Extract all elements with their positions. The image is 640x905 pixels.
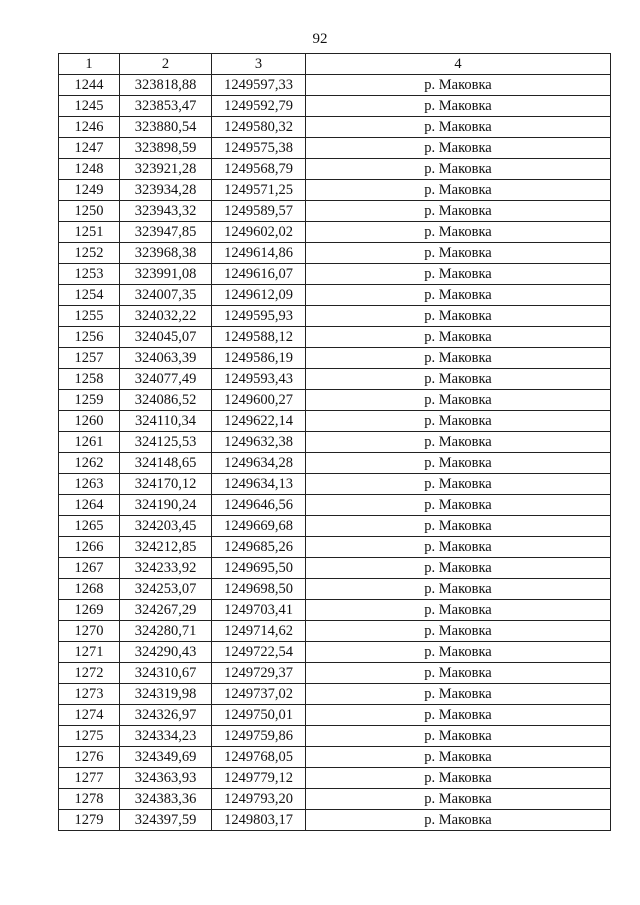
x-coordinate-cell: 323898,59 (120, 138, 212, 159)
table-row (59, 726, 611, 747)
description-cell: р. Маковка (306, 201, 611, 222)
description-cell: р. Маковка (306, 348, 611, 369)
page-number: 92 (312, 31, 328, 47)
description-cell: р. Маковка (306, 579, 611, 600)
table-row (59, 411, 611, 432)
x-coordinate-cell: 324267,29 (120, 600, 212, 621)
x-coordinate-cell: 324280,71 (120, 621, 212, 642)
table-row (59, 285, 611, 306)
point-number-cell: 1245 (59, 96, 120, 117)
y-coordinate-cell: 1249575,38 (212, 138, 306, 159)
description-cell: р. Маковка (306, 159, 611, 180)
x-coordinate-cell: 324233,92 (120, 558, 212, 579)
x-coordinate-cell: 324170,12 (120, 474, 212, 495)
description-cell: р. Маковка (306, 432, 611, 453)
point-number-cell: 1273 (59, 684, 120, 705)
x-coordinate-cell: 324319,98 (120, 684, 212, 705)
description-cell: р. Маковка (306, 726, 611, 747)
description-cell: р. Маковка (306, 474, 611, 495)
x-coordinate-cell: 324349,69 (120, 747, 212, 768)
y-coordinate-cell: 1249634,13 (212, 474, 306, 495)
table-row (59, 663, 611, 684)
y-coordinate-cell: 1249588,12 (212, 327, 306, 348)
description-cell: р. Маковка (306, 810, 611, 831)
description-cell: р. Маковка (306, 369, 611, 390)
x-coordinate-cell: 324007,35 (120, 285, 212, 306)
table-row (59, 789, 611, 810)
point-number-cell: 1278 (59, 789, 120, 810)
table-row (59, 453, 611, 474)
description-cell: р. Маковка (306, 684, 611, 705)
description-cell: р. Маковка (306, 180, 611, 201)
table-row (59, 579, 611, 600)
x-coordinate-cell: 324383,36 (120, 789, 212, 810)
description-cell: р. Маковка (306, 243, 611, 264)
table-row (59, 390, 611, 411)
table-row (59, 621, 611, 642)
x-coordinate-cell: 323947,85 (120, 222, 212, 243)
y-coordinate-cell: 1249768,05 (212, 747, 306, 768)
table-row (59, 264, 611, 285)
table-row (59, 432, 611, 453)
table-row (59, 159, 611, 180)
table-row (59, 348, 611, 369)
point-number-cell: 1259 (59, 390, 120, 411)
x-coordinate-cell: 324125,53 (120, 432, 212, 453)
point-number-cell: 1254 (59, 285, 120, 306)
x-coordinate-cell: 324190,24 (120, 495, 212, 516)
description-cell: р. Маковка (306, 411, 611, 432)
x-coordinate-cell: 324363,93 (120, 768, 212, 789)
point-number-cell: 1251 (59, 222, 120, 243)
table-row (59, 768, 611, 789)
point-number-cell: 1268 (59, 579, 120, 600)
y-coordinate-cell: 1249722,54 (212, 642, 306, 663)
x-coordinate-cell: 324063,39 (120, 348, 212, 369)
column-header-4: 4 (306, 54, 611, 75)
y-coordinate-cell: 1249593,43 (212, 369, 306, 390)
description-cell: р. Маковка (306, 621, 611, 642)
table-row (59, 201, 611, 222)
x-coordinate-cell: 323943,32 (120, 201, 212, 222)
description-cell: р. Маковка (306, 96, 611, 117)
table-row (59, 810, 611, 831)
description-cell: р. Маковка (306, 495, 611, 516)
y-coordinate-cell: 1249568,79 (212, 159, 306, 180)
table-row (59, 684, 611, 705)
y-coordinate-cell: 1249586,19 (212, 348, 306, 369)
y-coordinate-cell: 1249622,14 (212, 411, 306, 432)
table-row (59, 306, 611, 327)
point-number-cell: 1263 (59, 474, 120, 495)
description-cell: р. Маковка (306, 789, 611, 810)
table-row (59, 558, 611, 579)
x-coordinate-cell: 323880,54 (120, 117, 212, 138)
point-number-cell: 1275 (59, 726, 120, 747)
point-number-cell: 1246 (59, 117, 120, 138)
x-coordinate-cell: 323934,28 (120, 180, 212, 201)
point-number-cell: 1262 (59, 453, 120, 474)
x-coordinate-cell: 324334,23 (120, 726, 212, 747)
x-coordinate-cell: 323921,28 (120, 159, 212, 180)
table-row (59, 642, 611, 663)
x-coordinate-cell: 323991,08 (120, 264, 212, 285)
x-coordinate-cell: 323968,38 (120, 243, 212, 264)
description-cell: р. Маковка (306, 138, 611, 159)
y-coordinate-cell: 1249632,38 (212, 432, 306, 453)
table-row (59, 537, 611, 558)
table-row (59, 705, 611, 726)
table-row (59, 180, 611, 201)
y-coordinate-cell: 1249698,50 (212, 579, 306, 600)
point-number-cell: 1271 (59, 642, 120, 663)
y-coordinate-cell: 1249589,57 (212, 201, 306, 222)
description-cell: р. Маковка (306, 747, 611, 768)
y-coordinate-cell: 1249614,86 (212, 243, 306, 264)
point-number-cell: 1272 (59, 663, 120, 684)
point-number-cell: 1264 (59, 495, 120, 516)
x-coordinate-cell: 324253,07 (120, 579, 212, 600)
description-cell: р. Маковка (306, 306, 611, 327)
point-number-cell: 1276 (59, 747, 120, 768)
x-coordinate-cell: 324326,97 (120, 705, 212, 726)
point-number-cell: 1249 (59, 180, 120, 201)
point-number-cell: 1255 (59, 306, 120, 327)
x-coordinate-cell: 324077,49 (120, 369, 212, 390)
x-coordinate-cell: 323853,47 (120, 96, 212, 117)
x-coordinate-cell: 324310,67 (120, 663, 212, 684)
point-number-cell: 1260 (59, 411, 120, 432)
description-cell: р. Маковка (306, 327, 611, 348)
y-coordinate-cell: 1249759,86 (212, 726, 306, 747)
table-row (59, 138, 611, 159)
x-coordinate-cell: 324148,65 (120, 453, 212, 474)
table-row (59, 75, 611, 96)
point-number-cell: 1248 (59, 159, 120, 180)
description-cell: р. Маковка (306, 537, 611, 558)
description-cell: р. Маковка (306, 642, 611, 663)
point-number-cell: 1274 (59, 705, 120, 726)
point-number-cell: 1252 (59, 243, 120, 264)
y-coordinate-cell: 1249737,02 (212, 684, 306, 705)
x-coordinate-cell: 324212,85 (120, 537, 212, 558)
y-coordinate-cell: 1249729,37 (212, 663, 306, 684)
description-cell: р. Маковка (306, 453, 611, 474)
description-cell: р. Маковка (306, 222, 611, 243)
point-number-cell: 1247 (59, 138, 120, 159)
y-coordinate-cell: 1249595,93 (212, 306, 306, 327)
description-cell: р. Маковка (306, 75, 611, 96)
y-coordinate-cell: 1249592,79 (212, 96, 306, 117)
table-row (59, 516, 611, 537)
y-coordinate-cell: 1249703,41 (212, 600, 306, 621)
description-cell: р. Маковка (306, 768, 611, 789)
y-coordinate-cell: 1249779,12 (212, 768, 306, 789)
table-row (59, 600, 611, 621)
table-row (59, 747, 611, 768)
y-coordinate-cell: 1249600,27 (212, 390, 306, 411)
y-coordinate-cell: 1249612,09 (212, 285, 306, 306)
column-header-1: 1 (59, 54, 120, 75)
description-cell: р. Маковка (306, 264, 611, 285)
y-coordinate-cell: 1249602,02 (212, 222, 306, 243)
description-cell: р. Маковка (306, 285, 611, 306)
x-coordinate-cell: 324397,59 (120, 810, 212, 831)
table-row (59, 474, 611, 495)
x-coordinate-cell: 324110,34 (120, 411, 212, 432)
column-header-2: 2 (120, 54, 212, 75)
table-row (59, 117, 611, 138)
table-row (59, 96, 611, 117)
point-number-cell: 1265 (59, 516, 120, 537)
point-number-cell: 1269 (59, 600, 120, 621)
table-body (59, 75, 611, 831)
point-number-cell: 1257 (59, 348, 120, 369)
point-number-cell: 1250 (59, 201, 120, 222)
table-row (59, 222, 611, 243)
y-coordinate-cell: 1249646,56 (212, 495, 306, 516)
x-coordinate-cell: 324290,43 (120, 642, 212, 663)
description-cell: р. Маковка (306, 117, 611, 138)
y-coordinate-cell: 1249634,28 (212, 453, 306, 474)
table-row (59, 369, 611, 390)
point-number-cell: 1256 (59, 327, 120, 348)
point-number-cell: 1277 (59, 768, 120, 789)
y-coordinate-cell: 1249685,26 (212, 537, 306, 558)
description-cell: р. Маковка (306, 558, 611, 579)
table-row (59, 243, 611, 264)
point-number-cell: 1270 (59, 621, 120, 642)
description-cell: р. Маковка (306, 705, 611, 726)
description-cell: р. Маковка (306, 663, 611, 684)
x-coordinate-cell: 324086,52 (120, 390, 212, 411)
column-header-3: 3 (212, 54, 306, 75)
description-cell: р. Маковка (306, 516, 611, 537)
x-coordinate-cell: 324045,07 (120, 327, 212, 348)
coordinates-table (58, 53, 611, 831)
point-number-cell: 1267 (59, 558, 120, 579)
y-coordinate-cell: 1249803,17 (212, 810, 306, 831)
table-row (59, 327, 611, 348)
x-coordinate-cell: 324032,22 (120, 306, 212, 327)
y-coordinate-cell: 1249597,33 (212, 75, 306, 96)
point-number-cell: 1258 (59, 369, 120, 390)
description-cell: р. Маковка (306, 600, 611, 621)
y-coordinate-cell: 1249695,50 (212, 558, 306, 579)
y-coordinate-cell: 1249714,62 (212, 621, 306, 642)
point-number-cell: 1266 (59, 537, 120, 558)
y-coordinate-cell: 1249571,25 (212, 180, 306, 201)
point-number-cell: 1253 (59, 264, 120, 285)
y-coordinate-cell: 1249669,68 (212, 516, 306, 537)
table-header-row (59, 54, 611, 75)
y-coordinate-cell: 1249580,32 (212, 117, 306, 138)
x-coordinate-cell: 324203,45 (120, 516, 212, 537)
point-number-cell: 1279 (59, 810, 120, 831)
y-coordinate-cell: 1249750,01 (212, 705, 306, 726)
y-coordinate-cell: 1249793,20 (212, 789, 306, 810)
point-number-cell: 1244 (59, 75, 120, 96)
point-number-cell: 1261 (59, 432, 120, 453)
y-coordinate-cell: 1249616,07 (212, 264, 306, 285)
x-coordinate-cell: 323818,88 (120, 75, 212, 96)
table-row (59, 495, 611, 516)
description-cell: р. Маковка (306, 390, 611, 411)
